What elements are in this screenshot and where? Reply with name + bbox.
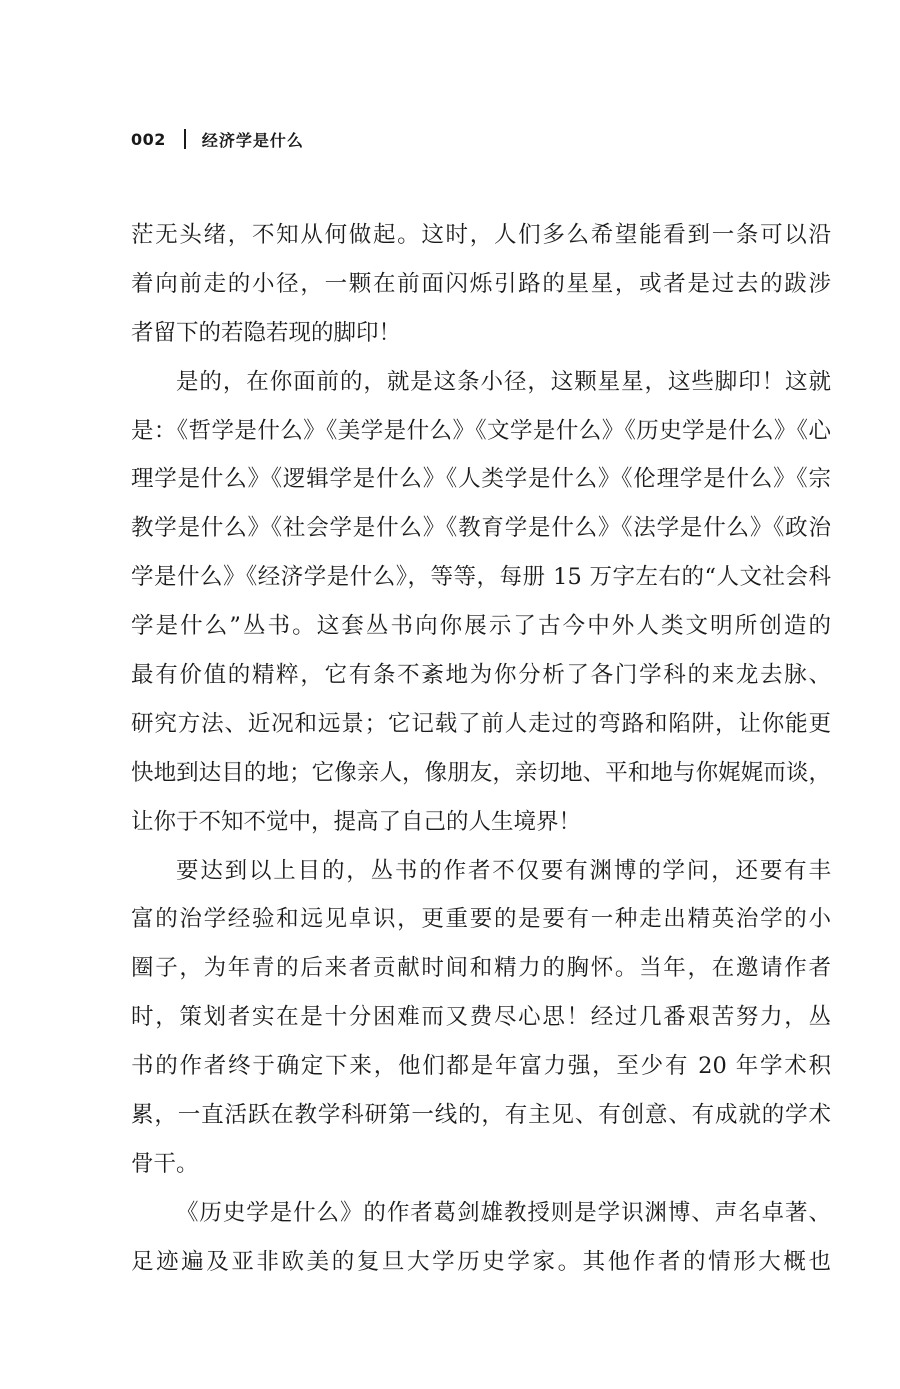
text-line: 书的作者终于确定下来，他们都是年富力强，至少有 20 年学术积	[131, 1053, 831, 1080]
running-header	[131, 124, 304, 154]
text-line: 是的，在你面前的，就是这条小径，这颗星星，这些脚印！这就	[176, 368, 831, 395]
text-line: 圈子，为年青的后来者贡献时间和精力的胸怀。当年，在邀请作者	[131, 955, 831, 982]
text-line: 最有价值的精粹，它有条不紊地为你分析了各门学科的来龙去脉、	[131, 662, 831, 689]
book-title: 经济学是什么	[201, 130, 304, 150]
text-line: 学是什么”丛书。这套丛书向你展示了古今中外人类文明所创造的	[131, 613, 831, 640]
text-line: 着向前走的小径，一颗在前面闪烁引路的星星，或者是过去的跋涉	[131, 270, 831, 297]
text-line: 时，策划者实在是十分困难而又费尽心思！经过几番艰苦努力，丛	[131, 1004, 831, 1031]
text-line: 要达到以上目的，丛书的作者不仅要有渊博的学问，还要有丰	[176, 857, 831, 884]
body-text	[131, 211, 831, 1287]
text-line: 富的治学经验和远见卓识，更重要的是要有一种走出精英治学的小	[131, 906, 831, 933]
text-line: 教学是什么》《社会学是什么》《教育学是什么》《法学是什么》《政治	[131, 515, 831, 542]
text-line: 者留下的若隐若现的脚印！	[131, 319, 402, 346]
text-line: 茫无头绪，不知从何做起。这时，人们多么希望能看到一条可以沿	[131, 222, 831, 248]
page-number: 002	[131, 129, 166, 149]
text-line: 《历史学是什么》的作者葛剑雄教授则是学识渊博、声名卓著、	[176, 1199, 831, 1226]
text-line: 累，一直活跃在教学科研第一线的，有主见、有创意、有成就的学术	[131, 1102, 831, 1129]
text-line: 足迹遍及亚非欧美的复旦大学历史学家。其他作者的情形大概也	[131, 1248, 831, 1275]
text-line: 让你于不知不觉中，提高了自己的人生境界！	[131, 808, 582, 835]
text-line: 是：《哲学是什么》《美学是什么》《文学是什么》《历史学是什么》《心	[131, 417, 831, 444]
text-line: 研究方法、近况和远景；它记载了前人走过的弯路和陷阱，让你能更	[131, 710, 831, 737]
text-line: 理学是什么》《逻辑学是什么》《人类学是什么》《伦理学是什么》《宗	[131, 466, 831, 493]
text-line: 骨干。	[131, 1150, 199, 1177]
text-line: 学是什么》《经济学是什么》，等等，每册 15 万字左右的“人文社会科	[131, 564, 831, 591]
header-divider	[184, 129, 186, 149]
text-line: 快地到达目的地；它像亲人，像朋友，亲切地、平和地与你娓娓而谈，	[131, 759, 831, 786]
